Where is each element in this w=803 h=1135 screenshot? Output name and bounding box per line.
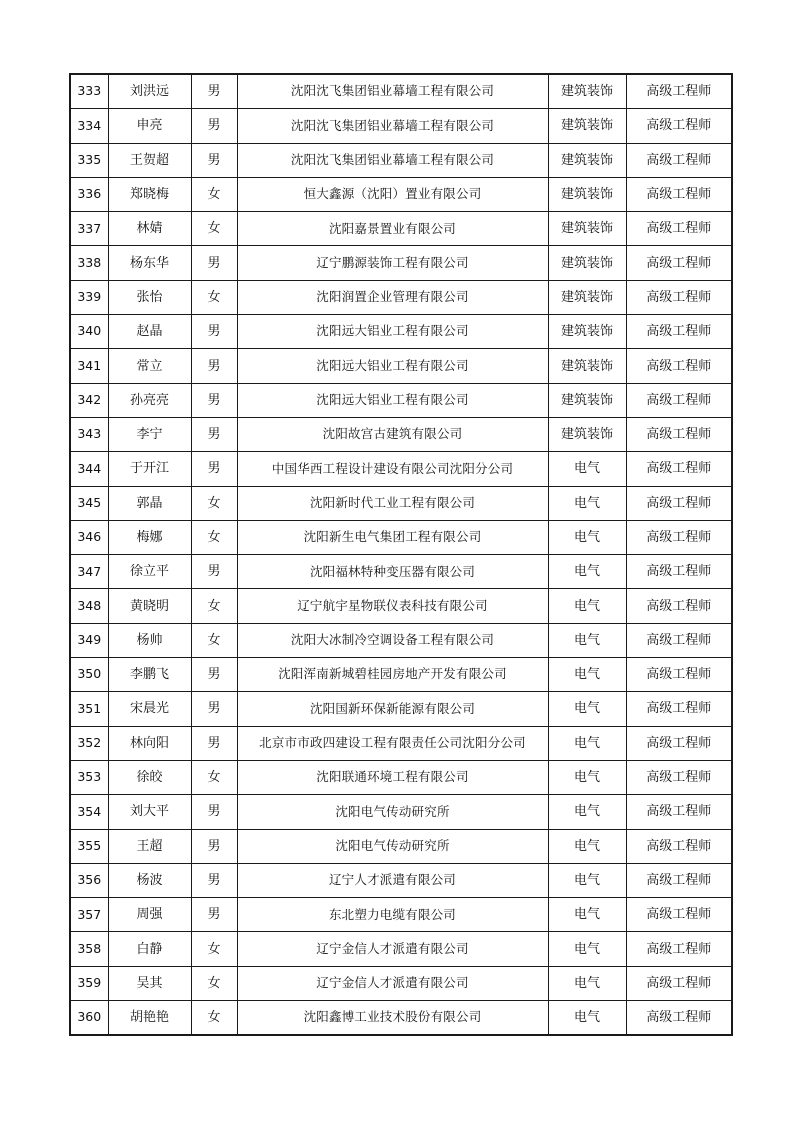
cell-name: 林婧 (108, 212, 191, 246)
cell-name: 李宁 (108, 417, 191, 451)
cell-name: 张怡 (108, 280, 191, 314)
cell-number: 344 (70, 452, 108, 486)
cell-gender: 女 (191, 589, 237, 623)
cell-number: 340 (70, 315, 108, 349)
table-row (70, 760, 732, 794)
cell-specialty: 电气 (548, 726, 626, 760)
cell-specialty: 建筑装饰 (548, 315, 626, 349)
cell-number: 338 (70, 246, 108, 280)
cell-specialty: 电气 (548, 555, 626, 589)
cell-specialty: 电气 (548, 795, 626, 829)
table-row (70, 1001, 732, 1036)
cell-number: 350 (70, 658, 108, 692)
cell-name: 杨帅 (108, 623, 191, 657)
cell-title: 高级工程师 (626, 795, 732, 829)
cell-company: 沈阳国新环保新能源有限公司 (237, 692, 548, 726)
cell-number: 358 (70, 932, 108, 966)
table-row (70, 74, 732, 109)
cell-gender: 女 (191, 177, 237, 211)
cell-specialty: 建筑装饰 (548, 280, 626, 314)
table-row (70, 863, 732, 897)
cell-name: 胡艳艳 (108, 1001, 191, 1036)
table-row (70, 246, 732, 280)
cell-number: 339 (70, 280, 108, 314)
cell-name: 宋晨光 (108, 692, 191, 726)
cell-gender: 男 (191, 863, 237, 897)
cell-name: 吴其 (108, 966, 191, 1000)
cell-gender: 男 (191, 74, 237, 109)
table-row (70, 315, 732, 349)
cell-specialty: 电气 (548, 486, 626, 520)
cell-name: 刘洪远 (108, 74, 191, 109)
cell-title: 高级工程师 (626, 417, 732, 451)
cell-title: 高级工程师 (626, 692, 732, 726)
cell-gender: 男 (191, 315, 237, 349)
cell-specialty: 电气 (548, 760, 626, 794)
cell-title: 高级工程师 (626, 966, 732, 1000)
cell-company: 沈阳润置企业管理有限公司 (237, 280, 548, 314)
cell-company: 沈阳新时代工业工程有限公司 (237, 486, 548, 520)
cell-title: 高级工程师 (626, 898, 732, 932)
cell-name: 申亮 (108, 109, 191, 143)
cell-number: 333 (70, 74, 108, 109)
cell-gender: 男 (191, 829, 237, 863)
cell-name: 常立 (108, 349, 191, 383)
cell-gender: 女 (191, 280, 237, 314)
cell-number: 359 (70, 966, 108, 1000)
table-row (70, 417, 732, 451)
table-body (70, 74, 732, 1035)
cell-specialty: 电气 (548, 692, 626, 726)
cell-number: 346 (70, 520, 108, 554)
cell-specialty: 电气 (548, 1001, 626, 1036)
cell-number: 337 (70, 212, 108, 246)
cell-number: 342 (70, 383, 108, 417)
cell-specialty: 电气 (548, 589, 626, 623)
cell-name: 徐皎 (108, 760, 191, 794)
cell-gender: 男 (191, 692, 237, 726)
cell-gender: 女 (191, 966, 237, 1000)
table-row (70, 212, 732, 246)
cell-number: 351 (70, 692, 108, 726)
cell-gender: 男 (191, 658, 237, 692)
cell-company: 沈阳嘉景置业有限公司 (237, 212, 548, 246)
table-row (70, 383, 732, 417)
cell-specialty: 电气 (548, 966, 626, 1000)
cell-gender: 男 (191, 726, 237, 760)
cell-number: 354 (70, 795, 108, 829)
cell-name: 黄晓明 (108, 589, 191, 623)
table-row (70, 349, 732, 383)
table-row (70, 658, 732, 692)
cell-specialty: 电气 (548, 932, 626, 966)
cell-number: 348 (70, 589, 108, 623)
cell-number: 353 (70, 760, 108, 794)
cell-title: 高级工程师 (626, 349, 732, 383)
cell-specialty: 建筑装饰 (548, 246, 626, 280)
cell-title: 高级工程师 (626, 246, 732, 280)
cell-name: 赵晶 (108, 315, 191, 349)
table-row (70, 143, 732, 177)
cell-company: 沈阳沈飞集团铝业幕墙工程有限公司 (237, 143, 548, 177)
table-row (70, 589, 732, 623)
cell-name: 梅娜 (108, 520, 191, 554)
cell-company: 沈阳大冰制冷空调设备工程有限公司 (237, 623, 548, 657)
engineer-list-table (69, 73, 733, 1036)
cell-number: 343 (70, 417, 108, 451)
cell-specialty: 建筑装饰 (548, 109, 626, 143)
cell-name: 林向阳 (108, 726, 191, 760)
cell-company: 沈阳电气传动研究所 (237, 829, 548, 863)
cell-company: 恒大鑫源（沈阳）置业有限公司 (237, 177, 548, 211)
cell-title: 高级工程师 (626, 1001, 732, 1036)
cell-company: 沈阳福林特种变压器有限公司 (237, 555, 548, 589)
table-row (70, 623, 732, 657)
cell-number: 352 (70, 726, 108, 760)
cell-title: 高级工程师 (626, 863, 732, 897)
cell-specialty: 电气 (548, 452, 626, 486)
cell-title: 高级工程师 (626, 212, 732, 246)
cell-name: 杨波 (108, 863, 191, 897)
cell-company: 中国华西工程设计建设有限公司沈阳分公司 (237, 452, 548, 486)
cell-number: 335 (70, 143, 108, 177)
cell-name: 徐立平 (108, 555, 191, 589)
cell-company: 沈阳故宫古建筑有限公司 (237, 417, 548, 451)
table-row (70, 280, 732, 314)
cell-name: 王贺超 (108, 143, 191, 177)
cell-title: 高级工程师 (626, 520, 732, 554)
cell-specialty: 电气 (548, 520, 626, 554)
table-row (70, 177, 732, 211)
cell-title: 高级工程师 (626, 452, 732, 486)
cell-number: 345 (70, 486, 108, 520)
table-row (70, 109, 732, 143)
cell-name: 郭晶 (108, 486, 191, 520)
cell-title: 高级工程师 (626, 829, 732, 863)
cell-specialty: 建筑装饰 (548, 74, 626, 109)
table-row (70, 726, 732, 760)
table-row (70, 692, 732, 726)
cell-gender: 男 (191, 109, 237, 143)
cell-specialty: 电气 (548, 898, 626, 932)
cell-company: 辽宁金信人才派遣有限公司 (237, 932, 548, 966)
cell-title: 高级工程师 (626, 109, 732, 143)
cell-company: 沈阳远大铝业工程有限公司 (237, 349, 548, 383)
cell-company: 沈阳沈飞集团铝业幕墙工程有限公司 (237, 74, 548, 109)
cell-company: 沈阳远大铝业工程有限公司 (237, 383, 548, 417)
cell-title: 高级工程师 (626, 726, 732, 760)
table-row (70, 898, 732, 932)
table-row (70, 486, 732, 520)
cell-company: 沈阳新生电气集团工程有限公司 (237, 520, 548, 554)
cell-specialty: 建筑装饰 (548, 383, 626, 417)
table-row (70, 829, 732, 863)
cell-company: 辽宁航宇星物联仪表科技有限公司 (237, 589, 548, 623)
cell-company: 沈阳电气传动研究所 (237, 795, 548, 829)
cell-title: 高级工程师 (626, 177, 732, 211)
cell-gender: 男 (191, 795, 237, 829)
cell-specialty: 电气 (548, 658, 626, 692)
cell-company: 沈阳浑南新城碧桂园房地产开发有限公司 (237, 658, 548, 692)
table-row (70, 966, 732, 1000)
cell-specialty: 建筑装饰 (548, 177, 626, 211)
cell-company: 沈阳联通环境工程有限公司 (237, 760, 548, 794)
cell-name: 白静 (108, 932, 191, 966)
cell-name: 杨东华 (108, 246, 191, 280)
cell-gender: 女 (191, 760, 237, 794)
cell-name: 周强 (108, 898, 191, 932)
table-row (70, 795, 732, 829)
cell-title: 高级工程师 (626, 555, 732, 589)
cell-company: 北京市市政四建设工程有限责任公司沈阳分公司 (237, 726, 548, 760)
cell-company: 辽宁鹏源装饰工程有限公司 (237, 246, 548, 280)
cell-specialty: 建筑装饰 (548, 212, 626, 246)
cell-number: 336 (70, 177, 108, 211)
cell-company: 沈阳远大铝业工程有限公司 (237, 315, 548, 349)
cell-gender: 女 (191, 486, 237, 520)
cell-title: 高级工程师 (626, 932, 732, 966)
table-row (70, 932, 732, 966)
cell-title: 高级工程师 (626, 280, 732, 314)
cell-name: 刘大平 (108, 795, 191, 829)
cell-title: 高级工程师 (626, 623, 732, 657)
cell-name: 于开江 (108, 452, 191, 486)
cell-specialty: 建筑装饰 (548, 417, 626, 451)
cell-title: 高级工程师 (626, 658, 732, 692)
cell-number: 355 (70, 829, 108, 863)
cell-gender: 男 (191, 349, 237, 383)
cell-gender: 女 (191, 1001, 237, 1036)
cell-gender: 男 (191, 383, 237, 417)
cell-name: 李鹏飞 (108, 658, 191, 692)
cell-title: 高级工程师 (626, 315, 732, 349)
cell-title: 高级工程师 (626, 74, 732, 109)
cell-company: 沈阳鑫博工业技术股份有限公司 (237, 1001, 548, 1036)
cell-number: 341 (70, 349, 108, 383)
cell-specialty: 建筑装饰 (548, 349, 626, 383)
cell-name: 王超 (108, 829, 191, 863)
cell-name: 孙亮亮 (108, 383, 191, 417)
cell-number: 356 (70, 863, 108, 897)
cell-number: 360 (70, 1001, 108, 1036)
table-row (70, 520, 732, 554)
cell-gender: 女 (191, 623, 237, 657)
cell-gender: 女 (191, 932, 237, 966)
cell-number: 347 (70, 555, 108, 589)
cell-number: 357 (70, 898, 108, 932)
cell-gender: 男 (191, 143, 237, 177)
cell-gender: 男 (191, 898, 237, 932)
table-row (70, 452, 732, 486)
cell-gender: 男 (191, 417, 237, 451)
cell-gender: 女 (191, 212, 237, 246)
cell-number: 334 (70, 109, 108, 143)
cell-gender: 男 (191, 246, 237, 280)
cell-company: 东北塑力电缆有限公司 (237, 898, 548, 932)
cell-title: 高级工程师 (626, 760, 732, 794)
cell-gender: 男 (191, 452, 237, 486)
cell-gender: 女 (191, 520, 237, 554)
cell-specialty: 电气 (548, 829, 626, 863)
cell-company: 沈阳沈飞集团铝业幕墙工程有限公司 (237, 109, 548, 143)
cell-specialty: 建筑装饰 (548, 143, 626, 177)
cell-number: 349 (70, 623, 108, 657)
cell-company: 辽宁人才派遣有限公司 (237, 863, 548, 897)
cell-title: 高级工程师 (626, 383, 732, 417)
cell-title: 高级工程师 (626, 589, 732, 623)
table-row (70, 555, 732, 589)
cell-specialty: 电气 (548, 863, 626, 897)
cell-specialty: 电气 (548, 623, 626, 657)
cell-company: 辽宁金信人才派遣有限公司 (237, 966, 548, 1000)
cell-gender: 男 (191, 555, 237, 589)
cell-name: 郑晓梅 (108, 177, 191, 211)
cell-title: 高级工程师 (626, 143, 732, 177)
cell-title: 高级工程师 (626, 486, 732, 520)
